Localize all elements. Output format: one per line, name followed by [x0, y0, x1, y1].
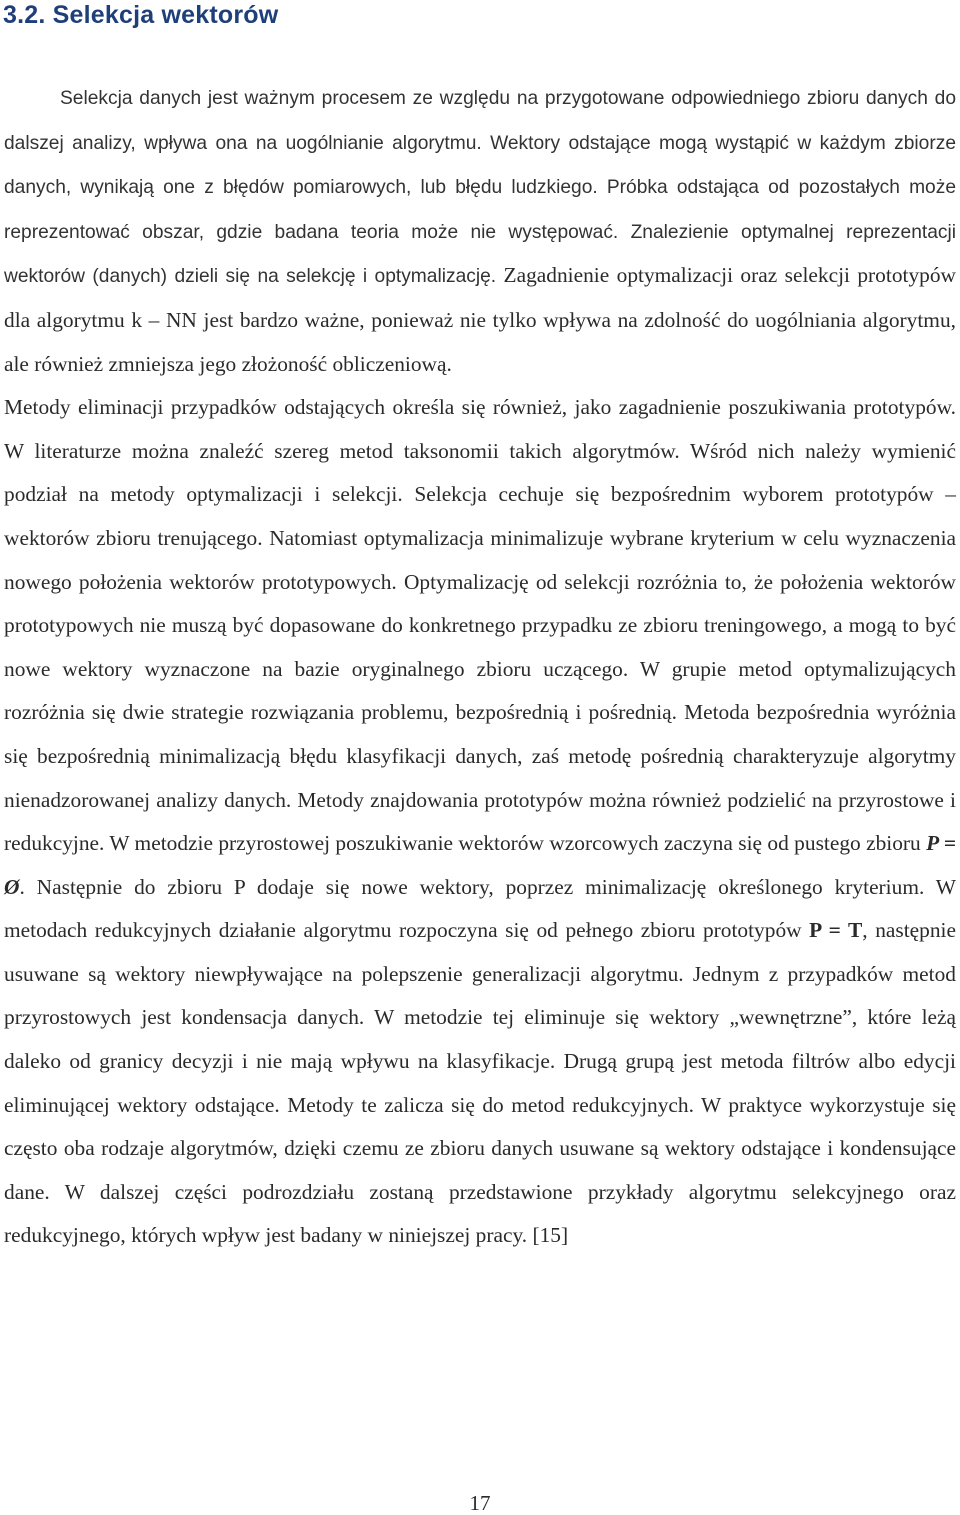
paragraph-methods-text-3: , następnie usuwane są wektory niewpływające na polepszenie generalizacji algorytmu. Jednym z przypadków metod przyrostowych jest kondensacja danych. W metodzie tej eliminuje się wektory „wewnętrzne”, które leżą daleko od granicy decyzji i nie mają wpływu na klasyfikacje. Drugą grupą jest metoda filtrów albo edycji eliminującej wektory odstające. Metody te zalicza się do metod redukcyjnych. W praktyce wykorzystuje się często oba rodzaje algorytmów, dzięki czemu ze zbioru danych usuwane są wektory odstające i kondensujące dane. W dalszej części podrozdziału zostaną przedstawione przykłady algorytmu selekcyjnego oraz redukcyjnego, których wpływ jest badany w niniejszej pracy. [15] — [4, 918, 956, 1248]
paragraph-intro — [4, 76, 956, 386]
section-heading: 3.2. Selekcja wektorów — [3, 1, 279, 29]
paragraph-methods-text-2: . Następnie do zbioru P dodaje się nowe wektory, poprzez minimalizację określonego kryterium. W metodach redukcyjnych działanie algorytmu rozpoczyna się od pełnego zbioru prototypów — [4, 874, 956, 943]
paragraph-methods-text-1: Metody eliminacji przypadków odstających określa się również, jako zagadnienie poszukiwania prototypów. W literaturze można znaleźć szereg metod taksonomii takich algorytmów. Wśród nich należy wymienić podział na metody optymalizacji i selekcji. Selekcja cechuje się bezpośrednim wyborem prototypów – wektorów zbioru trenującego. Natomiast optymalizacja minimalizuje wybrane kryterium w celu wyznaczenia nowego położenia wektorów prototypowych. Optymalizację od selekcji rozróżnia to, że położenia wektorów prototypowych nie muszą być dopasowane do konkretnego przypadku ze zbioru treningowego, a mogą to być nowe wektory wyznaczone na bazie oryginalnego zbioru uczącego. W grupie metod optymalizujących rozróżnia się dwie strategie rozwiązania problemu, bezpośrednią i pośrednią. Metoda bezpośrednia wyróżnia się bezpośrednią minimalizacją błędu klasyfikacji danych, zaś metodę pośrednią charakteryzuje algorytmy nienadzorowanej analizy danych. Metody znajdowania prototypów można również podzielić na przyrostowe i redukcyjne. W metodzie przyrostowej poszukiwanie wektorów wzorcowych zaczyna się od pustego zbioru — [4, 395, 956, 856]
formula-full-set: P = T — [809, 918, 863, 943]
page-number: 17 — [469, 1491, 491, 1515]
formula-empty-set: P = Ø — [4, 831, 956, 899]
paragraph-intro-serif-text: Zagadnienie optymalizacji oraz selekcji prototypów dla algorytmu k – NN jest bardzo ważne, ponieważ nie tylko wpływa na zdolność do uogólniania algorytmu, ale również zmniejsza jego złożoność obliczeniową. — [4, 263, 956, 376]
paragraph-intro-sans-text: Selekcja danych jest ważnym procesem ze względu na przygotowane odpowiedniego zbioru danych do dalszej analizy, wpływa ona na uogólnianie algorytmu. Wektory odstające mogą wystąpić w każdym zbiorze danych, wynikają one z błędów pomiarowych, lub błędu ludzkiego. Próbka odstająca od pozostałych może reprezentować obszar, gdzie badana teoria może nie występować. Znalezienie optymalnej reprezentacji wektorów (danych) dzieli się na selekcję i optymalizację. — [4, 88, 956, 288]
document-body — [4, 76, 956, 1258]
paragraph-methods — [4, 386, 956, 1258]
